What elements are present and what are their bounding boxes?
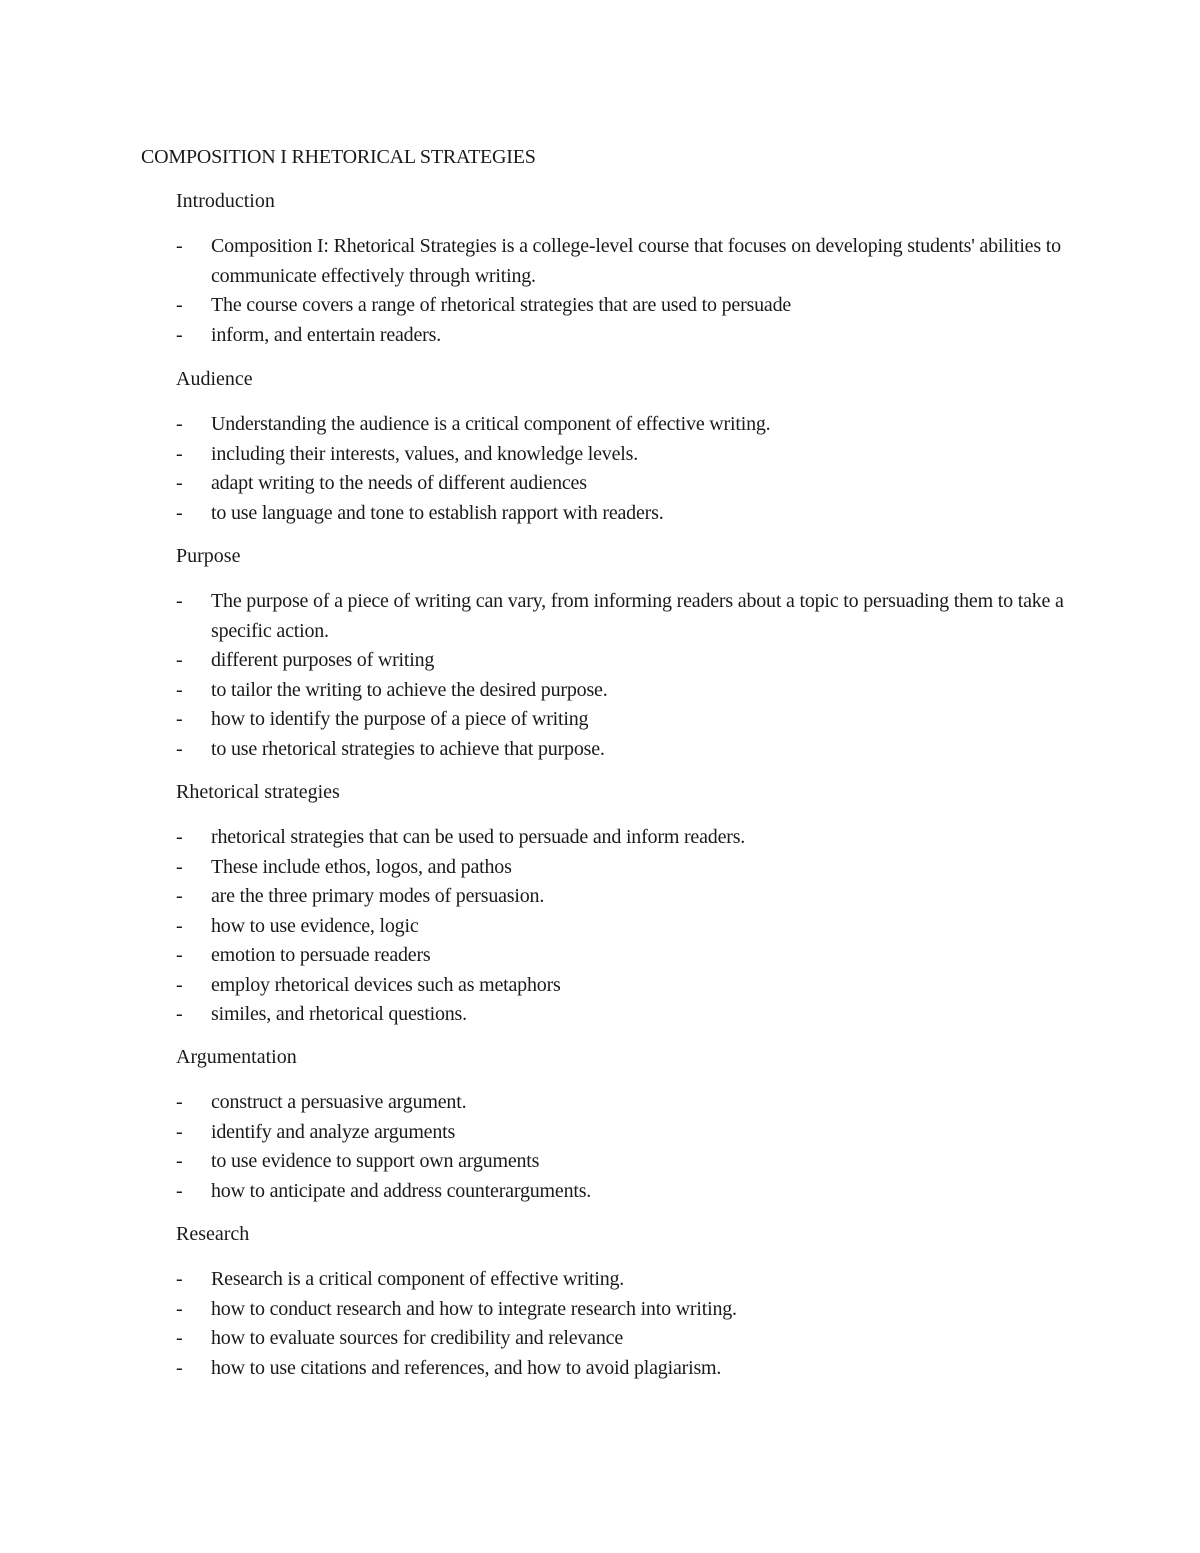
list-item bbox=[176, 882, 1076, 912]
list-item-text: emotion to persuade readers bbox=[211, 944, 431, 966]
list-item bbox=[176, 912, 1076, 942]
bullet-dash: - bbox=[176, 590, 183, 612]
bullet-dash: - bbox=[176, 944, 183, 966]
list-item-text: similes, and rhetorical questions. bbox=[211, 1003, 467, 1025]
list-item bbox=[176, 1118, 1076, 1148]
bullet-dash: - bbox=[176, 294, 183, 316]
list-item-text: to tailor the writing to achieve the desired purpose. bbox=[211, 678, 608, 701]
list-item bbox=[176, 1177, 1076, 1207]
bullet-dash: - bbox=[176, 235, 183, 257]
bullet-dash: - bbox=[176, 1150, 183, 1172]
section-heading: Rhetorical strategies bbox=[176, 781, 340, 803]
bullet-list bbox=[176, 1265, 1076, 1383]
list-item-text: Understanding the audience is a critical component of effective writing. bbox=[211, 413, 771, 435]
list-item-text: construct a persuasive argument. bbox=[211, 1091, 467, 1113]
list-item-text: how to use citations and references, and how to avoid plagiarism. bbox=[211, 1356, 722, 1379]
section-introduction bbox=[176, 187, 1076, 350]
bullet-dash: - bbox=[176, 914, 183, 937]
list-item bbox=[176, 321, 1076, 351]
list-item-text: to use language and tone to establish rapport with readers. bbox=[211, 501, 664, 524]
bullet-dash: - bbox=[176, 649, 183, 671]
bullet-dash: - bbox=[176, 442, 183, 465]
bullet-dash: - bbox=[176, 737, 183, 760]
list-item-text: adapt writing to the needs of different audiences bbox=[211, 472, 587, 494]
list-item bbox=[176, 1000, 1076, 1030]
bullet-list bbox=[176, 410, 1076, 528]
list-item-text: The purpose of a piece of writing can vary, from informing readers about a topic to persuading them to take a specific action. bbox=[211, 590, 1064, 642]
bullet-dash: - bbox=[176, 1268, 183, 1290]
bullet-dash: - bbox=[176, 1356, 183, 1379]
bullet-dash: - bbox=[176, 413, 183, 435]
list-item bbox=[176, 587, 1076, 646]
bullet-dash: - bbox=[176, 323, 183, 346]
section-heading: Argumentation bbox=[176, 1046, 297, 1068]
list-item bbox=[176, 971, 1076, 1001]
list-item bbox=[176, 440, 1076, 470]
list-item bbox=[176, 1147, 1076, 1177]
bullet-dash: - bbox=[176, 973, 183, 996]
list-item-text: employ rhetorical devices such as metaphors bbox=[211, 973, 561, 996]
bullet-list bbox=[176, 823, 1076, 1030]
list-item-text: how to conduct research and how to integrate research into writing. bbox=[211, 1297, 737, 1320]
section-audience bbox=[176, 365, 1076, 528]
bullet-dash: - bbox=[176, 826, 183, 848]
list-item-text: rhetorical strategies that can be used to persuade and inform readers. bbox=[211, 826, 746, 848]
bullet-dash: - bbox=[176, 472, 183, 494]
list-item bbox=[176, 823, 1076, 853]
bullet-dash: - bbox=[176, 1003, 183, 1025]
list-item bbox=[176, 646, 1076, 676]
list-item-text: how to identify the purpose of a piece of writing bbox=[211, 708, 589, 730]
section-heading: Research bbox=[176, 1223, 250, 1245]
section-heading: Introduction bbox=[176, 190, 275, 212]
list-item bbox=[176, 291, 1076, 321]
section-heading: Purpose bbox=[176, 545, 241, 567]
list-item bbox=[176, 1354, 1076, 1384]
list-item bbox=[176, 735, 1076, 765]
bullet-list bbox=[176, 587, 1076, 764]
list-item-text: Research is a critical component of effective writing. bbox=[211, 1268, 625, 1290]
list-item bbox=[176, 499, 1076, 529]
list-item-text: different purposes of writing bbox=[211, 649, 435, 671]
list-item-text: how to use evidence, logic bbox=[211, 914, 419, 937]
bullet-dash: - bbox=[176, 1179, 183, 1202]
bullet-dash: - bbox=[176, 885, 183, 907]
list-item-text: identify and analyze arguments bbox=[211, 1120, 456, 1143]
list-item-text: to use rhetorical strategies to achieve that purpose. bbox=[211, 737, 605, 760]
bullet-list bbox=[176, 1088, 1076, 1206]
section-purpose bbox=[176, 542, 1076, 764]
list-item bbox=[176, 469, 1076, 499]
list-item-text: including their interests, values, and knowledge levels. bbox=[211, 442, 639, 465]
bullet-dash: - bbox=[176, 855, 183, 878]
section-argumentation bbox=[176, 1043, 1076, 1206]
list-item-text: how to anticipate and address counterarguments. bbox=[211, 1179, 592, 1202]
bullet-dash: - bbox=[176, 708, 183, 730]
bullet-list bbox=[176, 232, 1076, 350]
list-item bbox=[176, 941, 1076, 971]
list-item-text: to use evidence to support own arguments bbox=[211, 1150, 540, 1172]
section-research bbox=[176, 1220, 1076, 1383]
list-item bbox=[176, 1088, 1076, 1118]
bullet-dash: - bbox=[176, 501, 183, 524]
section-heading: Audience bbox=[176, 368, 253, 390]
bullet-dash: - bbox=[176, 1091, 183, 1113]
list-item-text: are the three primary modes of persuasion. bbox=[211, 885, 545, 907]
list-item-text: how to evaluate sources for credibility and relevance bbox=[211, 1327, 623, 1349]
list-item-text: inform, and entertain readers. bbox=[211, 323, 442, 346]
list-item-text: Composition I: Rhetorical Strategies is a college-level course that focuses on developing students' abilities to communicate effectively through writing. bbox=[211, 235, 1061, 287]
list-item bbox=[176, 1295, 1076, 1325]
bullet-dash: - bbox=[176, 678, 183, 701]
bullet-dash: - bbox=[176, 1327, 183, 1349]
section-rhetorical-strategies bbox=[176, 778, 1076, 1030]
list-item bbox=[176, 676, 1076, 706]
list-item-text: The course covers a range of rhetorical strategies that are used to persuade bbox=[211, 294, 792, 316]
list-item-text: These include ethos, logos, and pathos bbox=[211, 855, 512, 878]
list-item bbox=[176, 1324, 1076, 1354]
bullet-dash: - bbox=[176, 1297, 183, 1320]
list-item bbox=[176, 705, 1076, 735]
bullet-dash: - bbox=[176, 1120, 183, 1143]
document-title: COMPOSITION I RHETORICAL STRATEGIES bbox=[141, 146, 536, 168]
list-item bbox=[176, 1265, 1076, 1295]
list-item bbox=[176, 232, 1076, 291]
list-item bbox=[176, 853, 1076, 883]
list-item bbox=[176, 410, 1076, 440]
